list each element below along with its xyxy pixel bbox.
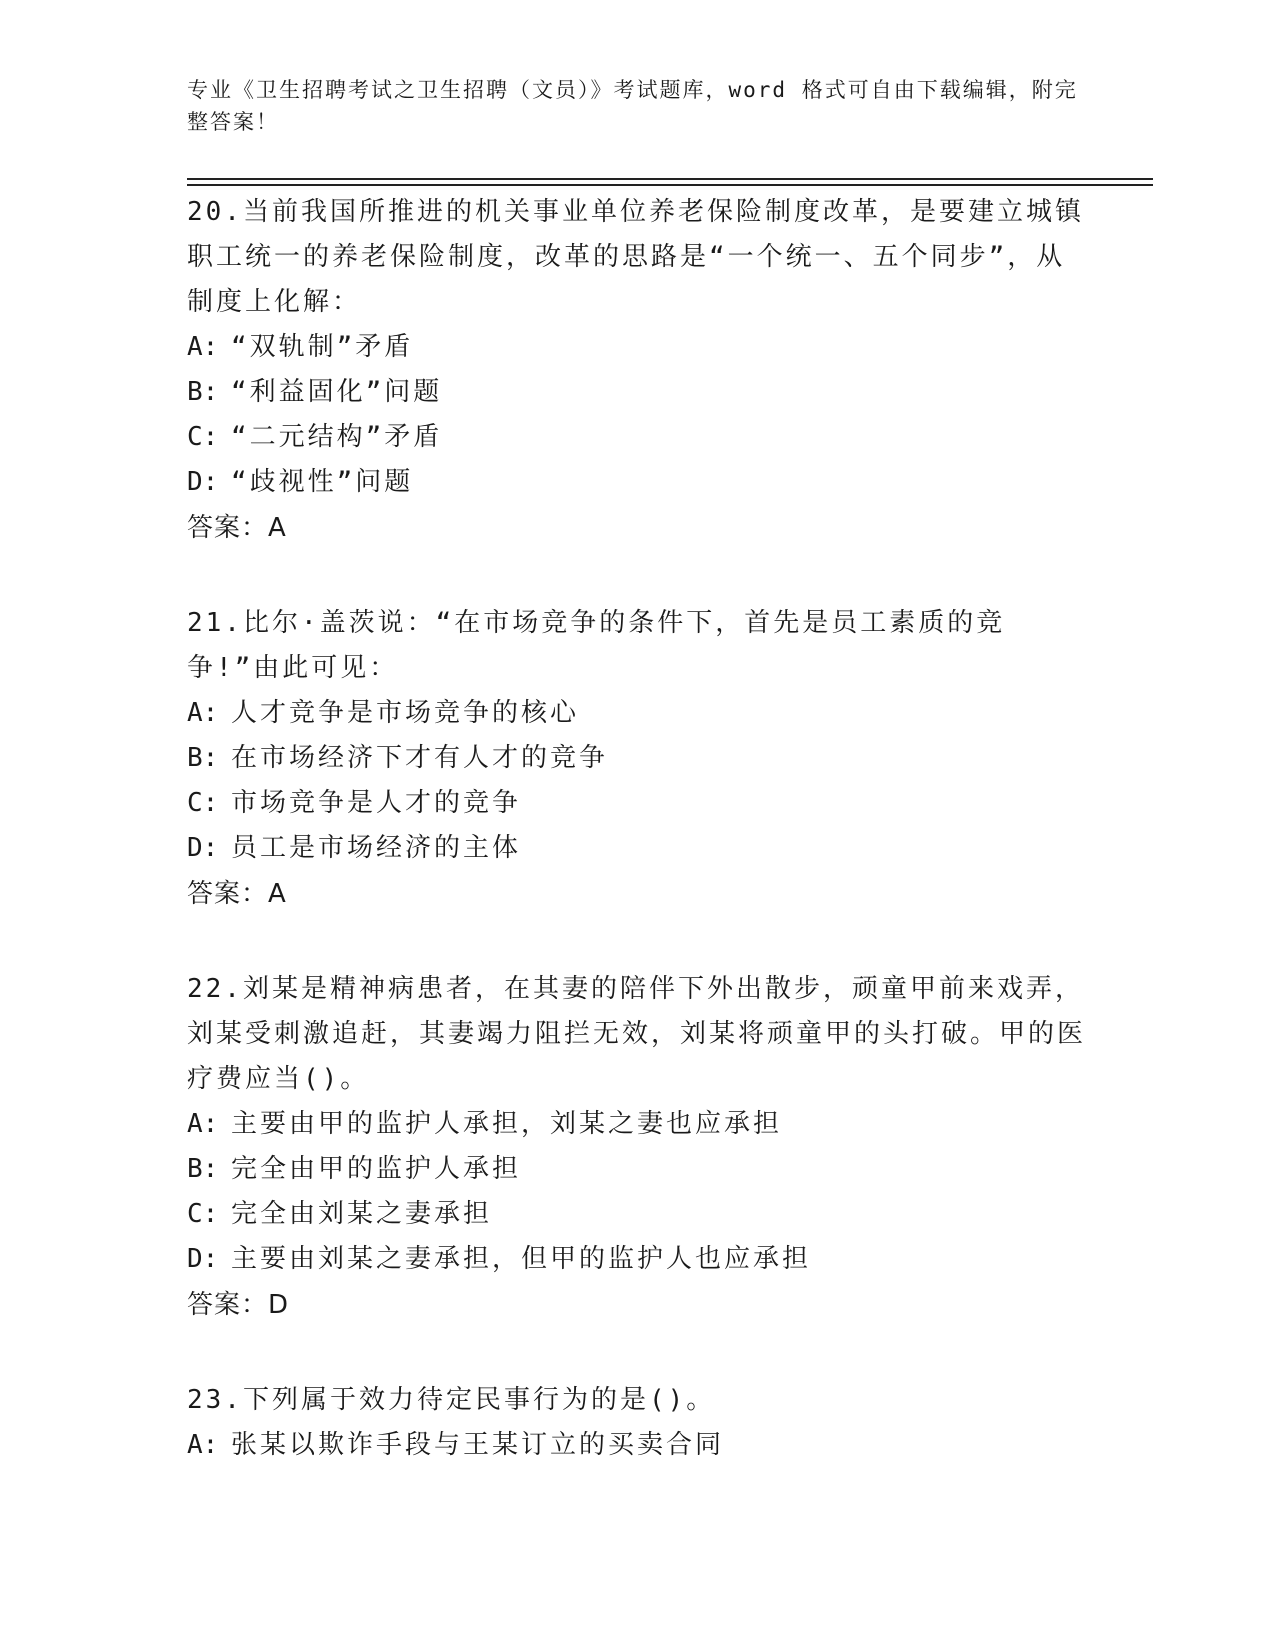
option-b [187, 370, 1087, 415]
option-a [187, 1102, 1087, 1147]
option-text: 市场竞争是人才的竞争 [231, 788, 522, 818]
question-21 [187, 601, 1087, 917]
header-rule-bottom [187, 184, 1153, 186]
option-d [187, 460, 1087, 505]
option-a [187, 691, 1087, 736]
answer-line: 答案：D [187, 1290, 290, 1320]
option-letter: D: [187, 833, 219, 863]
option-c [187, 1192, 1087, 1237]
question-22 [187, 967, 1087, 1328]
option-text: 主要由刘某之妻承担，但甲的监护人也应承担 [231, 1244, 812, 1274]
option-d [187, 826, 1087, 871]
option-text: “歧视性”问题 [231, 467, 414, 497]
option-text: 完全由刘某之妻承担 [231, 1199, 493, 1229]
question-list [187, 190, 1087, 1518]
question-stem: 20.当前我国所推进的机关事业单位养老保险制度改革，是要建立城镇职工统一的养老保险制度，改革的思路是“一个统一、五个同步”，从制度上化解： [187, 197, 1084, 317]
option-letter: B: [187, 743, 219, 773]
question-stem: 23.下列属于效力待定民事行为的是()。 [187, 1385, 716, 1415]
header-rule-top [187, 178, 1153, 180]
option-text: 人才竞争是市场竞争的核心 [231, 698, 580, 728]
option-d [187, 1237, 1087, 1282]
option-letter: C: [187, 422, 219, 452]
option-text: 完全由甲的监护人承担 [231, 1154, 522, 1184]
option-text: 员工是市场经济的主体 [231, 833, 522, 863]
option-letter: A: [187, 698, 219, 728]
option-b [187, 736, 1087, 781]
option-text: “双轨制”矛盾 [231, 332, 414, 362]
option-b [187, 1147, 1087, 1192]
option-text: “利益固化”问题 [231, 377, 443, 407]
option-letter: D: [187, 467, 219, 497]
option-a [187, 1423, 1087, 1468]
document-header: 专业《卫生招聘考试之卫生招聘（文员）》考试题库，word 格式可自由下载编辑，附完整答案！ [187, 78, 1078, 134]
option-letter: B: [187, 377, 219, 407]
answer-line: 答案：A [187, 513, 287, 543]
option-letter: A: [187, 1430, 219, 1460]
option-text: 主要由甲的监护人承担，刘某之妻也应承担 [231, 1109, 783, 1139]
answer-line: 答案：A [187, 879, 287, 909]
question-stem: 21.比尔·盖茨说：“在市场竞争的条件下，首先是员工素质的竞争!”由此可见： [187, 608, 1006, 683]
question-20 [187, 190, 1087, 551]
option-c [187, 415, 1087, 460]
question-stem: 22.刘某是精神病患者，在其妻的陪伴下外出散步，顽童甲前来戏弄，刘某受刺激追赶，其妻竭力阻拦无效，刘某将顽童甲的头打破。甲的医疗费应当()。 [187, 974, 1087, 1094]
question-23 [187, 1378, 1087, 1468]
option-letter: A: [187, 1109, 219, 1139]
option-text: 张某以欺诈手段与王某订立的买卖合同 [231, 1430, 725, 1460]
option-text: 在市场经济下才有人才的竞争 [231, 743, 609, 773]
option-letter: C: [187, 1199, 219, 1229]
option-letter: D: [187, 1244, 219, 1274]
option-letter: A: [187, 332, 219, 362]
option-letter: C: [187, 788, 219, 818]
option-a [187, 325, 1087, 370]
option-text: “二元结构”矛盾 [231, 422, 443, 452]
option-letter: B: [187, 1154, 219, 1184]
option-c [187, 781, 1087, 826]
